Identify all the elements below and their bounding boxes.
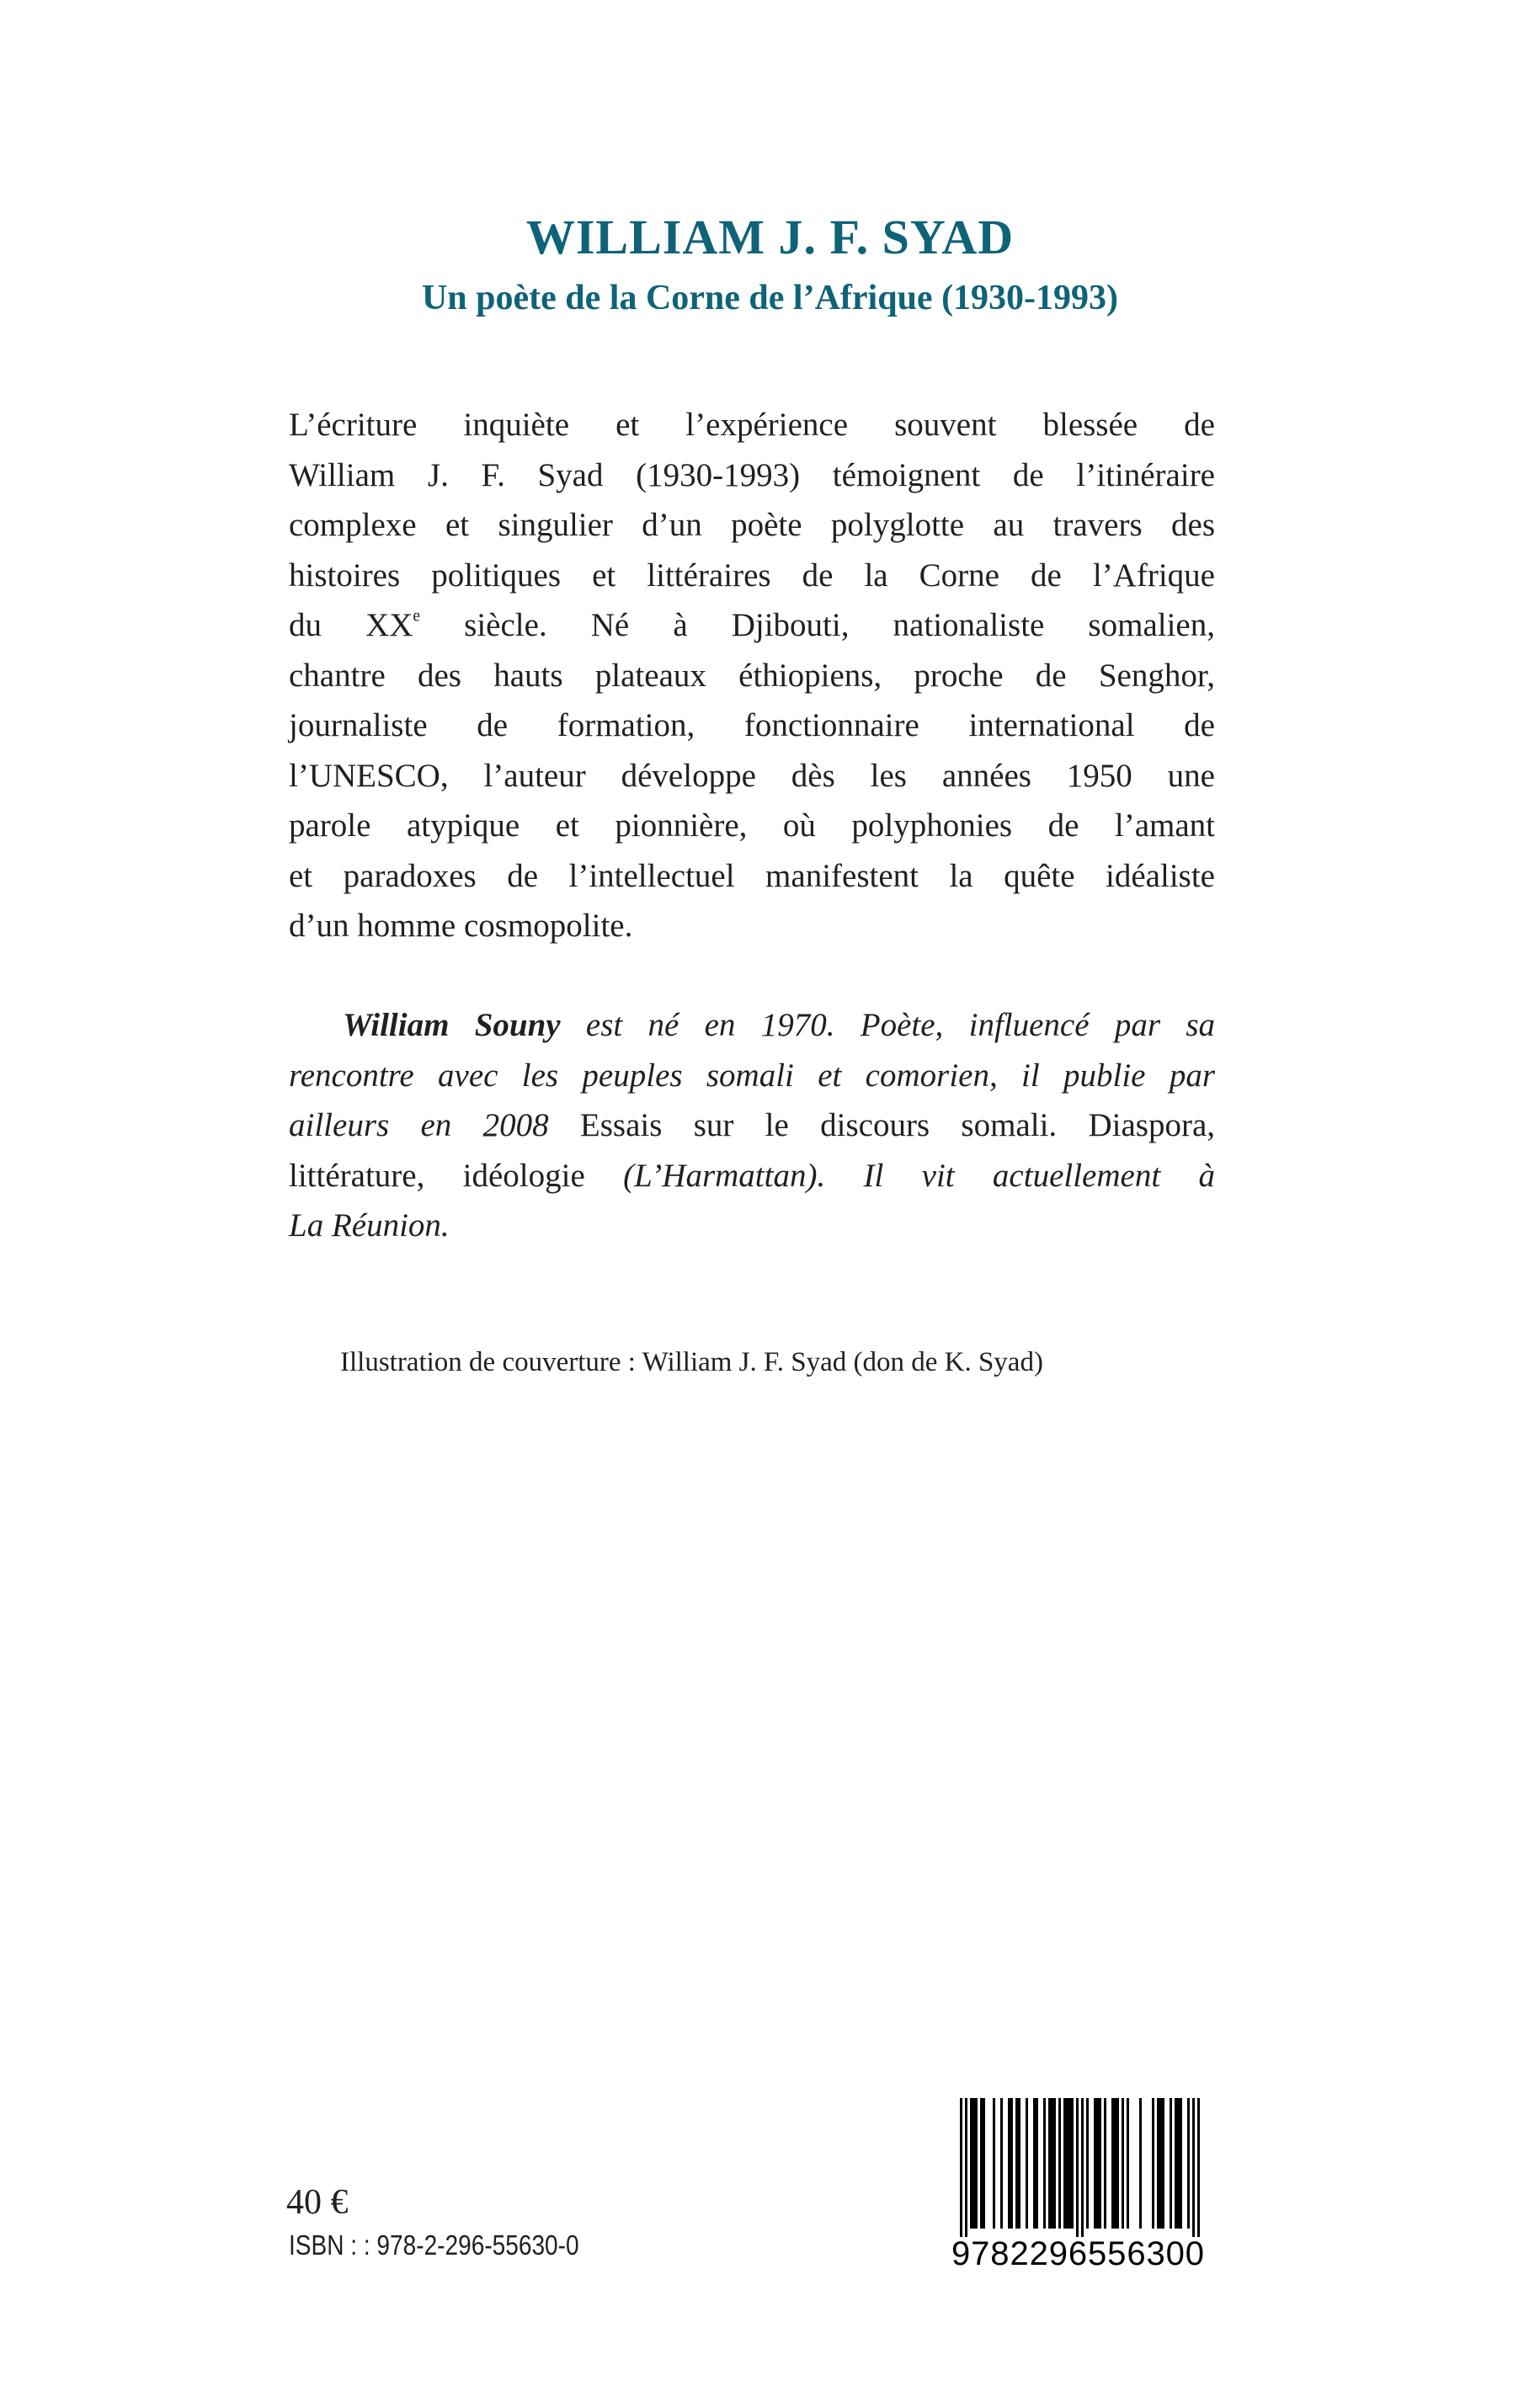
- barcode-bar: [1192, 2098, 1195, 2237]
- text-line: [289, 600, 1215, 651]
- barcode-bar: [1159, 2098, 1162, 2229]
- text-segment: William J. F. Syad (1930-1993) témoignent de l’itinéraire: [289, 456, 1215, 493]
- barcode-bar: [1043, 2098, 1046, 2229]
- barcode-bar: [960, 2098, 962, 2237]
- text-line: [289, 751, 1215, 802]
- barcode-bar: [1177, 2098, 1180, 2229]
- text-line: [289, 400, 1215, 450]
- barcode-bar: [1000, 2098, 1003, 2229]
- text-line: [289, 700, 1215, 751]
- text-segment: est né en 1970. Poète, influencé par sa: [560, 1007, 1215, 1043]
- text-segment: siècle. Né à Djibouti, nationaliste somalien,: [420, 607, 1215, 643]
- barcode-bar: [1116, 2098, 1119, 2229]
- barcode-bar: [1111, 2098, 1114, 2229]
- author-bio-paragraph: [289, 1000, 1215, 1251]
- barcode-bar: [1162, 2098, 1164, 2229]
- isbn: ISBN : : 978-2-296-55630-0: [289, 2229, 579, 2261]
- text-segment: histoires politiques et littéraires de la Corne de l’Afrique: [289, 557, 1215, 594]
- barcode-bar: [1104, 2098, 1106, 2229]
- text-segment: l’UNESCO, l’auteur développe dès les années 1950 une: [289, 757, 1215, 794]
- text-segment: L’écriture inquiète et l’expérience souvent blessée de: [289, 407, 1215, 443]
- barcode-bar: [1048, 2098, 1051, 2229]
- barcode-bar: [1127, 2098, 1129, 2229]
- text-segment: e: [413, 607, 421, 626]
- cover-illustration-credit: Illustration de couverture : William J. F. Syad (don de K. Syad): [340, 1347, 1043, 1377]
- barcode-bar: [1157, 2098, 1159, 2229]
- barcode-bar: [1015, 2098, 1018, 2229]
- text-line: [289, 901, 1215, 951]
- text-segment: littérature, idéologie: [289, 1157, 624, 1194]
- price: 40 €: [286, 2183, 349, 2222]
- barcode-bar: [1076, 2098, 1079, 2237]
- text-segment: William Souny: [343, 1007, 561, 1043]
- barcode-bar: [972, 2098, 975, 2229]
- barcode-bar: [965, 2098, 967, 2237]
- barcode-bar: [1071, 2098, 1074, 2229]
- text-line: [289, 450, 1215, 501]
- barcode-bar: [1053, 2098, 1056, 2229]
- text-segment: La Réunion.: [289, 1207, 450, 1244]
- text-segment: Essais sur le discours somali. Diaspora,: [548, 1107, 1215, 1143]
- barcode-bar: [1096, 2098, 1099, 2229]
- barcode-bar: [1033, 2098, 1036, 2229]
- text-line: [289, 1151, 1215, 1201]
- text-line: [289, 851, 1215, 902]
- barcode-bar: [1051, 2098, 1053, 2229]
- text-segment: et paradoxes de l’intellectuel manifestent la quête idéaliste: [289, 857, 1215, 894]
- text-line: [289, 1051, 1215, 1101]
- barcode-bar: [1063, 2098, 1066, 2229]
- book-title: WILLIAM J. F. SYAD: [525, 210, 1015, 264]
- barcode-bar: [1099, 2098, 1101, 2229]
- text-segment: complexe et singulier d’un poète polyglotte au travers des: [289, 507, 1215, 543]
- text-segment: ailleurs en 2008: [289, 1107, 549, 1143]
- text-segment: rencontre avec les peuples somali et comorien, il publie par: [289, 1057, 1215, 1094]
- barcode-bar: [1066, 2098, 1068, 2229]
- text-line: [289, 801, 1215, 851]
- text-line: [289, 551, 1215, 601]
- barcode-bar: [975, 2098, 978, 2229]
- text-segment: (L’Harmattan). Il vit actuellement à: [623, 1157, 1215, 1194]
- barcode-bar: [1086, 2098, 1089, 2229]
- text-line: [289, 651, 1215, 701]
- barcode-bar: [1175, 2098, 1177, 2229]
- text-segment: chantre des hauts plateaux éthiopiens, proche de Senghor,: [289, 657, 1215, 694]
- text-segment: du XX: [289, 607, 413, 643]
- summary-paragraph: [289, 400, 1215, 951]
- text-segment: parole atypique et pionnière, où polyphonies de l’amant: [289, 807, 1215, 844]
- barcode-bar: [1180, 2098, 1182, 2229]
- text-line: [289, 1100, 1215, 1151]
- barcode-bar: [1068, 2098, 1071, 2229]
- barcode-bar: [1008, 2098, 1010, 2229]
- text-line: [289, 1000, 1215, 1051]
- barcode-bar: [983, 2098, 985, 2229]
- barcode-bar: [1170, 2098, 1172, 2229]
- barcode-bar: [993, 2098, 995, 2229]
- barcode-bar: [1197, 2098, 1200, 2237]
- barcode-bar: [1018, 2098, 1020, 2229]
- barcode-bar: [1187, 2098, 1190, 2229]
- barcode-bar: [1122, 2098, 1124, 2229]
- book-subtitle: Un poète de la Corne de l’Afrique (1930-1993): [421, 279, 1119, 317]
- barcode-bar: [1114, 2098, 1116, 2229]
- barcode-bar: [1152, 2098, 1154, 2229]
- barcode-bar: [1010, 2098, 1013, 2229]
- ean13-barcode: [951, 2096, 1221, 2273]
- text-segment: journaliste de formation, fonctionnaire international de: [289, 707, 1215, 743]
- barcode-bar: [1081, 2098, 1084, 2237]
- barcode-bar: [980, 2098, 983, 2229]
- barcode-bar: [1026, 2098, 1028, 2229]
- barcode-bar: [1094, 2098, 1096, 2229]
- barcode-digits: 9782296556300: [951, 2235, 1204, 2272]
- barcode-bar: [1036, 2098, 1038, 2229]
- text-line: [289, 1201, 1215, 1251]
- text-segment: d’un homme cosmopolite.: [289, 908, 633, 944]
- barcode-bar: [1058, 2098, 1061, 2229]
- text-line: [289, 500, 1215, 551]
- barcode-bar: [970, 2098, 972, 2229]
- barcode-bar: [1139, 2098, 1142, 2229]
